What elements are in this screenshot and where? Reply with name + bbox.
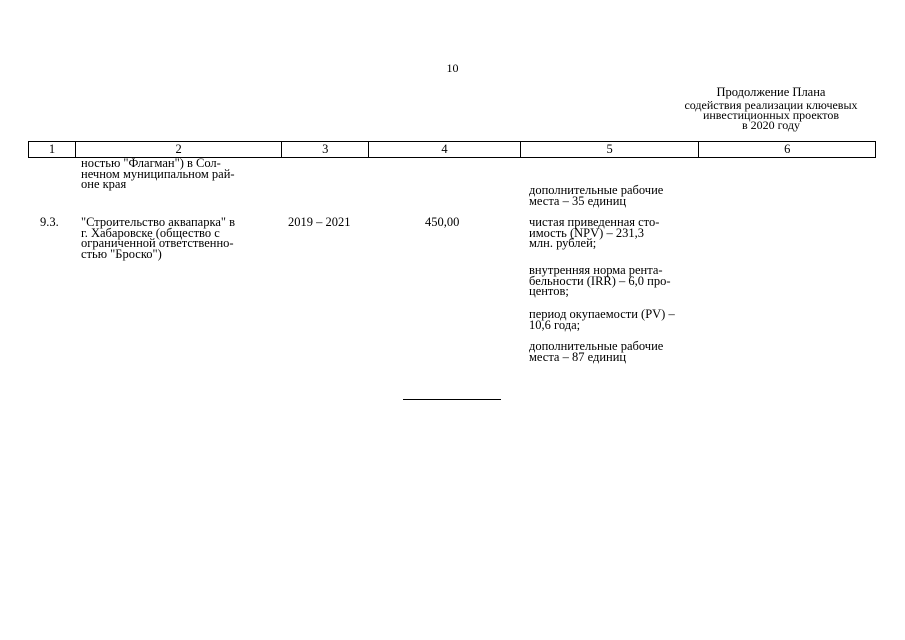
continued-row-name [81, 158, 281, 190]
heading-line-3: инвестиционных проектов [702, 108, 840, 122]
effect-line: чистая приведенная сто- [529, 215, 660, 229]
effect-line: дополнительные рабочие [529, 339, 664, 353]
investment-amount: 450,00 [425, 215, 460, 229]
project-name [81, 217, 281, 259]
column-number-3: 3 [282, 142, 369, 157]
effect-line: 10,6 года; [529, 317, 581, 332]
effect-line: период окупаемости (PV) – [529, 307, 675, 321]
continued-name-line: ностью "Флагман") в Сол- [81, 156, 221, 170]
implementation-period: 2019 – 2021 [288, 215, 351, 229]
continued-name-line: оне края [81, 177, 127, 191]
continued-name-line: нечном муниципальном рай- [81, 166, 235, 181]
column-number-6: 6 [784, 142, 791, 156]
row-number: 9.3. [40, 215, 59, 229]
heading-line-4: в 2020 году [741, 118, 801, 132]
effect-line: внутренняя норма рента- [529, 263, 663, 277]
column-number-1: 1 [29, 142, 76, 157]
end-separator-line [403, 399, 501, 400]
column-number-5: 5 [521, 142, 700, 157]
effect-line: места – 87 единиц [529, 349, 627, 364]
effect-line: центов; [529, 284, 569, 298]
heading-line-2: содействия реализации ключевых [684, 98, 858, 112]
project-name-line: "Строительство аквапарка" в [81, 215, 236, 229]
project-name-line: ограниченной ответственно- [81, 236, 234, 250]
page-number: 10 [446, 61, 459, 75]
project-name-line: г. Хабаровске (общество с [81, 225, 220, 240]
project-name-line: стью "Броско") [81, 246, 162, 261]
effect-line: имость (NPV) – 231,3 [529, 225, 644, 240]
effect-irr [529, 265, 704, 297]
continued-row-effect [529, 185, 704, 206]
effect-line: бельности (IRR) – 6,0 про- [529, 273, 671, 288]
heading-line-1: Продолжение Плана [716, 85, 826, 99]
effect-jobs [529, 341, 704, 362]
document-heading [655, 87, 887, 130]
continued-effect-line: дополнительные рабочие [529, 183, 664, 197]
effect-line: млн. рублей; [529, 236, 597, 250]
column-number-2: 2 [76, 142, 283, 157]
continued-effect-line: места – 35 единиц [529, 193, 627, 208]
column-number-4: 4 [369, 142, 521, 157]
effect-npv [529, 217, 704, 249]
effect-payback [529, 309, 704, 330]
